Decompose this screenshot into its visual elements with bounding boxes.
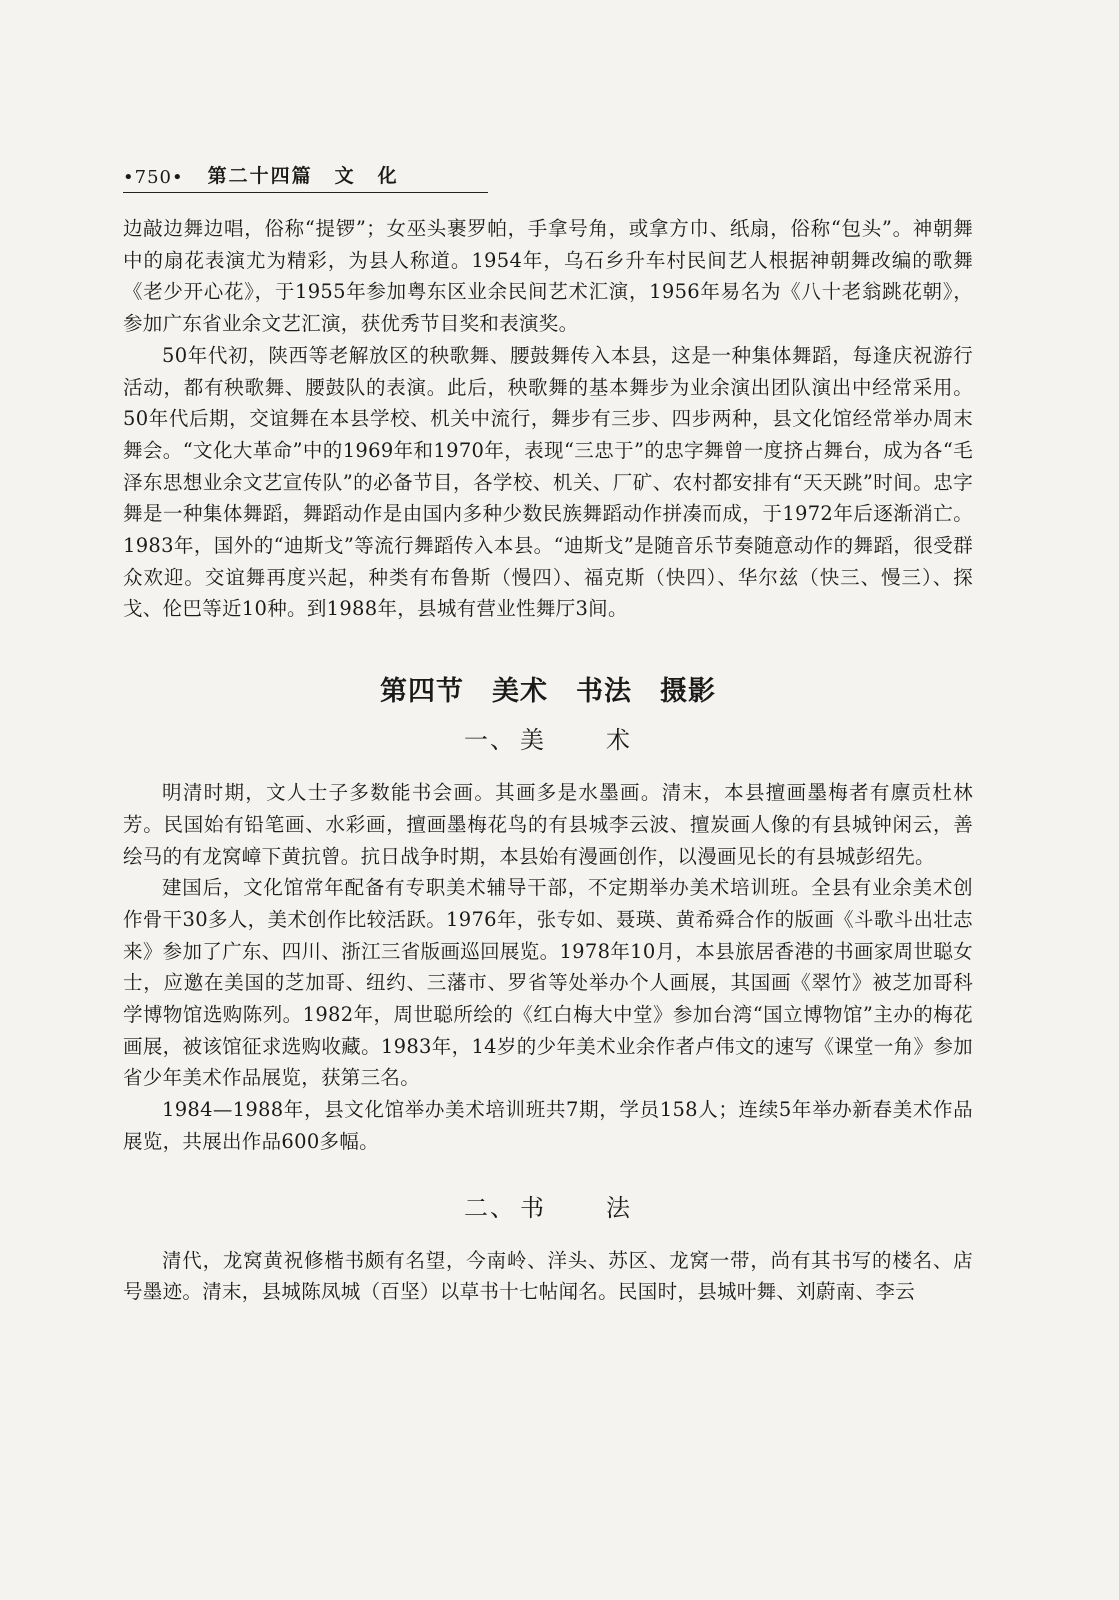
running-header [123, 158, 488, 193]
subsection-title-a: 美 [520, 726, 546, 755]
paragraph-intro-2: 50年代初，陕西等老解放区的秧歌舞、腰鼓舞传入本县，这是一种集体舞蹈，每逢庆祝游行活动，都有秧歌舞、腰鼓队的表演。此后，秧歌舞的基本舞步为业余演出团队演出中经常采用。50年代后期，交谊舞在本县学校、机关中流行，舞步有三步、四步两种，县文化馆经常举办周末舞会。“文化大革命”中的1969年和1970年，表现“三忠于”的忠字舞曾一度挤占舞台，成为各“毛泽东思想业余文艺宣传队”的必备节目，各学校、机关、厂矿、农村都安排有“天天跳”时间。忠字舞是一种集体舞蹈，舞蹈动作是由国内多种少数民族舞蹈动作拼凑而成，于1972年后逐渐消亡。1983年，国外的“迪斯戈”等流行舞蹈传入本县。“迪斯戈”是随音乐节奏随意动作的舞蹈，很受群众欢迎。交谊舞再度兴起，种类有布鲁斯（慢四）、福克斯（快四）、华尔兹（快三、慢三）、探戈、伦巴等近10种。到1988年，县城有营业性舞厅3间。 [123, 343, 973, 621]
paragraph-art-1: 明清时期，文人士子多数能书会画。其画多是水墨画。清末，本县擅画墨梅者有廪贡杜林芳。民国始有铅笔画、水彩画，擅画墨梅花鸟的有县城李云波、擅炭画人像的有县城钟闲云，善绘马的有龙窝嶂下黄抗曾。抗日战争时期，本县始有漫画创作，以漫画见长的有县城彭绍先。 [123, 781, 973, 868]
page-number: •750• [123, 167, 184, 188]
section-title-c: 书法 [576, 676, 632, 708]
section-title-b: 美术 [492, 676, 548, 708]
page-body [123, 213, 973, 1308]
section-title-a: 第四节 [380, 676, 464, 708]
part-title-b: 文 [334, 165, 356, 187]
subsection-number: 一、 [464, 726, 516, 755]
subsection-title-b: 术 [606, 726, 632, 755]
paragraph-calligraphy-1: 清代，龙窝黄祝修楷书颇有名望，今南岭、洋头、苏区、龙窝一带，尚有其书写的楼名、店号墨迹。清末，县城陈凤城（百坚）以草书十七帖闻名。民国时，县城叶舞、刘蔚南、李云 [123, 1248, 973, 1304]
subsection-number: 二、 [464, 1193, 516, 1222]
paragraph-intro-1: 边敲边舞边唱，俗称“提锣”；女巫头裹罗帕，手拿号角，或拿方巾、纸扇，俗称“包头”。神朝舞中的扇花表演尤为精彩，为县人称道。1954年，乌石乡升车村民间艺人根据神朝舞改编的歌舞《老少开心花》，于1955年参加粤东区业余民间艺术汇演，1956年易名为《八十老翁跳花朝》，参加广东省业余文艺汇演，获优秀节目奖和表演奖。 [123, 217, 973, 336]
subsection-title-calligraphy [123, 1188, 973, 1223]
paragraph-art-3: 1984—1988年，县文化馆举办美术培训班共7期，学员158人；连续5年举办新春美术作品展览，共展出作品600多幅。 [123, 1098, 973, 1153]
section-title [123, 669, 973, 708]
part-title-a: 第二十四篇 [207, 165, 313, 187]
subsection-title-art [123, 720, 973, 755]
subsection-title-a: 书 [520, 1193, 546, 1222]
part-title [208, 161, 399, 188]
part-title-c: 化 [377, 165, 399, 187]
section-title-d: 摄影 [660, 676, 716, 708]
subsection-title-b: 法 [606, 1193, 632, 1222]
paragraph-art-2: 建国后，文化馆常年配备有专职美术辅导干部，不定期举办美术培训班。全县有业余美术创作骨干30多人，美术创作比较活跃。1976年，张专如、聂瑛、黄希舜合作的版画《斗歌斗出壮志来》参加了广东、四川、浙江三省版画巡回展览。1978年10月，本县旅居香港的书画家周世聪女士，应邀在美国的芝加哥、纽约、三藩市、罗省等处举办个人画展，其国画《翠竹》被芝加哥科学博物馆选购陈列。1982年，周世聪所绘的《红白梅大中堂》参加台湾“国立博物馆”主办的梅花画展，被该馆征求选购收藏。1983年，14岁的少年美术业余作者卢伟文的速写《课堂一角》参加省少年美术作品展览，获第三名。 [123, 876, 973, 1090]
